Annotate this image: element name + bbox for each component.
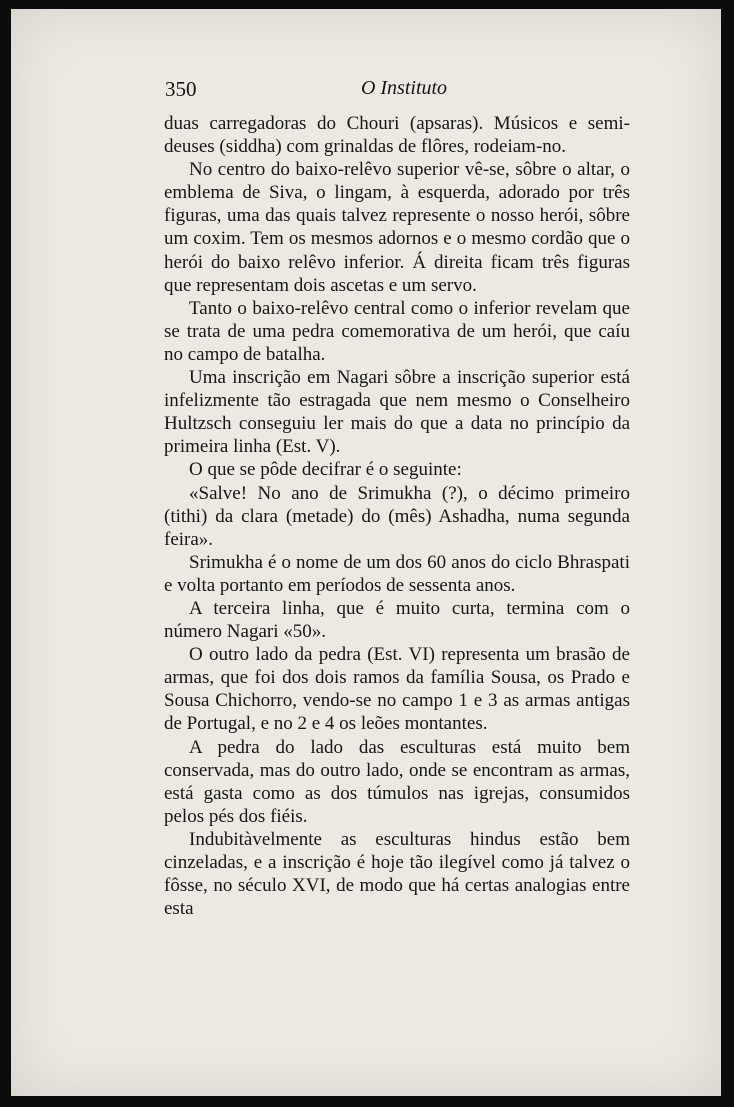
body-text [164, 112, 630, 920]
paragraph-5: O que se pôde decifrar é o seguinte: [189, 459, 462, 481]
page-number: 350 [165, 77, 197, 101]
running-title: O Instituto [360, 77, 448, 99]
paragraph-1: duas carregadoras do Chouri (apsaras). Músicos e semi-deuses (siddha) com grinaldas de flôres, rodeiam-no. [164, 113, 630, 158]
paragraph-2: No centro do baixo-relêvo superior vê-se, sôbre o altar, o emblema de Siva, o lingam, à esquerda, adorado por três figuras, uma das quais talvez represente o nosso herói, sôbre um coxim. Tem os mesmos adornos e o mesmo cordão que o herói do baixo relêvo inferior. Á direita ficam três figuras que representam dois ascetas e um servo. [164, 159, 630, 296]
paragraph-3: Tanto o baixo-relêvo central como o inferior revelam que se trata de uma pedra comemorativa de um herói, que caíu no campo de batalha. [164, 297, 630, 365]
paragraph-9: O outro lado da pedra (Est. VI) representa um brasão de armas, que foi dos dois ramos da família Sousa, os Prado e Sousa Chichorro, vendo-se no campo 1 e 3 as armas antigas de Portugal, e no 2 e 4 os leões montantes. [164, 644, 630, 735]
paragraph-4: Uma inscrição em Nagari sôbre a inscrição superior está infelizmente tão estragada que nem mesmo o Conselheiro Hultzsch conseguiu ler mais do que a data no princípio da primeira linha (Est. V). [164, 367, 630, 458]
page-header [165, 77, 643, 107]
paragraph-8: A terceira linha, que é muito curta, termina com o número Nagari «50». [164, 597, 630, 643]
paragraph-7: Srimukha é o nome de um dos 60 anos do ciclo Bhraspati e volta portanto em períodos de sessenta anos. [164, 551, 630, 596]
paragraph-10: A pedra do lado das esculturas está muito bem conservada, mas do outro lado, onde se encontram as armas, está gasta como as dos túmulos nas igrejas, consumidos pelos pés dos fiéis. [164, 736, 630, 827]
paragraph-6: «Salve! No ano de Srimukha (?), o décimo primeiro (tithi) da clara (metade) do (mês) Ashadha, numa segunda feira». [164, 482, 630, 550]
paragraph-11: Indubitàvelmente as esculturas hindus estão bem cinzeladas, e a inscrição é hoje tão ilegível como já talvez o fôsse, no século XVI, de modo que há certas analogias entre esta [164, 828, 630, 920]
